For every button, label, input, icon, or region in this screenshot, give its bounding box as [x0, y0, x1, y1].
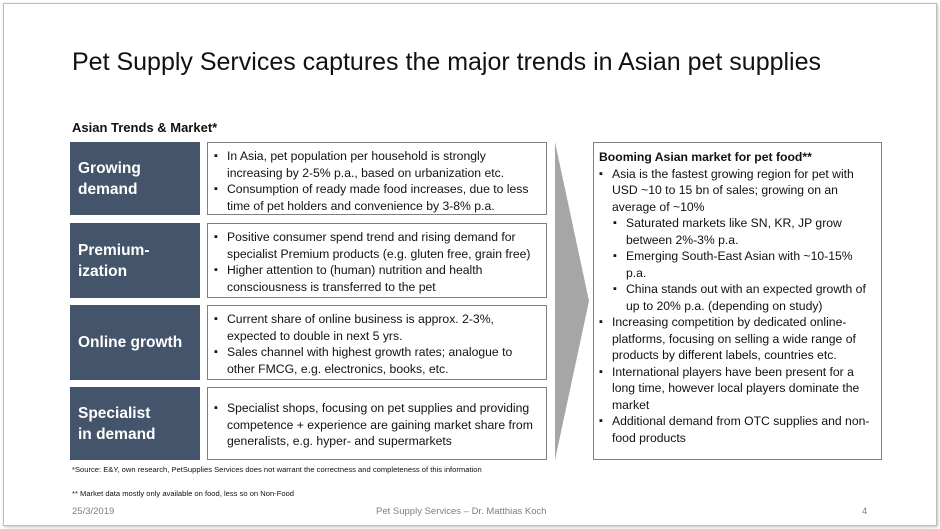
row-label-line: Premium-: [78, 241, 150, 259]
sub-bullet-item: ▪ Saturated markets like SN, KR, JP grow between 2%-3% p.a.: [613, 215, 876, 248]
sub-bullet-item: ▪ Emerging South-East Asian with ~10-15% p.a.: [613, 248, 876, 281]
section-subheading: Asian Trends & Market*: [72, 120, 218, 135]
bullet-item: ▪ International players have been present for a long time, however local players dominate the market: [599, 364, 876, 414]
slide-page-number: 4: [862, 506, 868, 517]
row-label-line: Specialist: [78, 404, 151, 422]
bullet-item: ▪ Specialist shops, focusing on pet supplies and providing competence + experience are gaining market share from generalists, e.g. hyper- and supermarkets: [214, 400, 540, 450]
row-label-online-growth: [70, 305, 200, 380]
row-label-premiumization: [70, 223, 200, 298]
bullet-item: ▪ Positive consumer spend trend and rising demand for specialist Premium products (e.g. gluten free, grain free): [214, 229, 540, 262]
row-label-line: Online growth: [78, 334, 183, 351]
row-content-online-growth: [207, 305, 547, 380]
bullet-item: ▪ In Asia, pet population per household is strongly increasing by 2-5% p.a., based on urbanization etc.: [214, 148, 540, 181]
sub-bullet-item: ▪ China stands out with an expected growth of up to 20% p.a. (depending on study): [613, 281, 876, 314]
row-label-line: in demand: [78, 425, 156, 443]
bullet-item: ▪ Current share of online business is approx. 2-3%, expected to double in next 5 yrs.: [214, 311, 540, 344]
bullet-item: ▪ Additional demand from OTC supplies and non-food products: [599, 413, 876, 446]
slide-presenter: Pet Supply Services – Dr. Matthias Koch: [376, 506, 547, 517]
row-content-specialist-in-demand: [207, 387, 547, 460]
bullet-item: ▪ Consumption of ready made food increases, due to less time of pet holders and convenience by 3-8% p.a.: [214, 181, 540, 214]
bullet-item: ▪ Asia is the fastest growing region for pet with USD ~10 to 15 bn of sales; growing on an average of ~10%: [599, 166, 876, 216]
bullet-item: ▪ Increasing competition by dedicated online-platforms, focusing on selling a wide range of products by different labels, countries etc.: [599, 314, 876, 364]
footnote-market-data: ** Market data mostly only available on food, less so on Non-Food: [72, 489, 295, 498]
row-label-specialist-in-demand: [70, 387, 200, 460]
bullet-item: ▪ Sales channel with highest growth rates; analogue to other FMCG, e.g. electronics, books, etc.: [214, 344, 540, 377]
bullet-item: ▪ Higher attention to (human) nutrition and health consciousness is transferred to the pet: [214, 262, 540, 295]
market-summary-title: Booming Asian market for pet food**: [599, 150, 812, 164]
row-content-growing-demand: [207, 142, 547, 215]
right-arrow-icon: [555, 142, 589, 460]
row-label-line: demand: [78, 180, 138, 198]
slide-date: 25/3/2019: [72, 506, 115, 517]
slide-title: Pet Supply Services captures the major trends in Asian pet supplies: [72, 48, 822, 76]
row-content-premiumization: [207, 223, 547, 298]
row-label-line: Growing: [78, 159, 141, 177]
market-summary-box: [593, 142, 882, 460]
row-label-growing-demand: [70, 142, 200, 215]
footnote-source: *Source: E&Y, own research, PetSupplies Services does not warrant the correctness and completeness of this information: [72, 465, 482, 474]
row-label-line: ization: [78, 262, 128, 280]
